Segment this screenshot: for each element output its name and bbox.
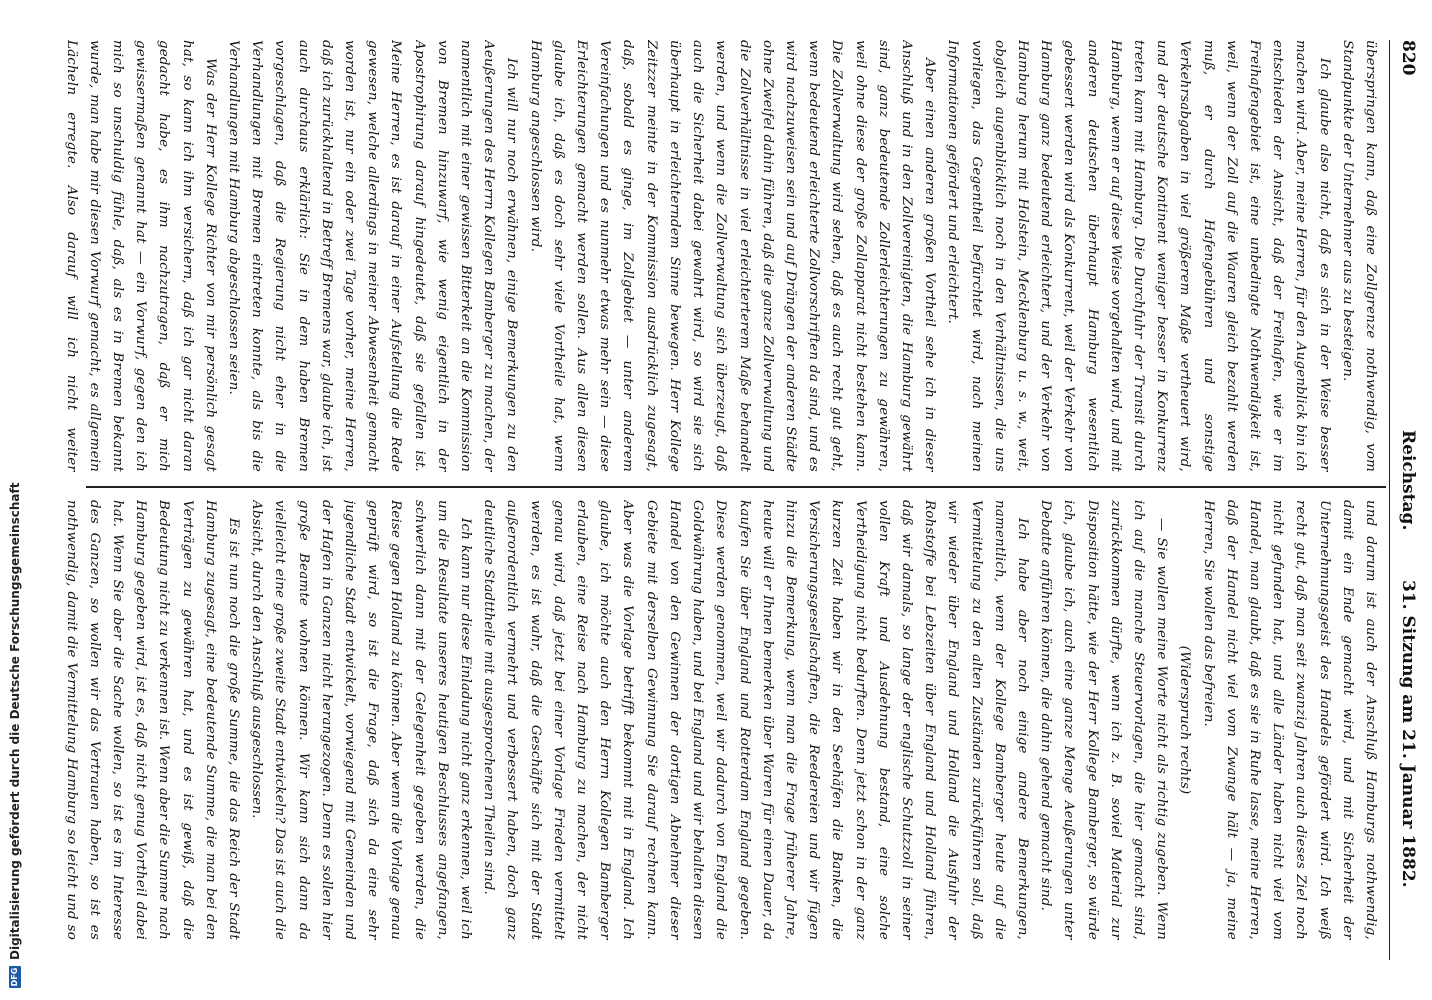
credit-text: Digitalisierung gefördert durch die Deutsche Forschungsgemeinschaft: [8, 482, 22, 960]
text-column-right: [62, 500, 1382, 940]
dfg-logo: DFG: [10, 967, 19, 987]
column-divider: [86, 486, 1386, 488]
header-title-left: Reichstag.: [1398, 430, 1418, 531]
paragraph: überspringen kann, daß eine Zollgrenze nothwendig, vom Standpunkte der Unternehmer aus zu besteigen.: [1339, 40, 1378, 472]
page-number: 820: [1398, 40, 1418, 76]
text-column-left: [62, 40, 1382, 472]
paragraph: Ich kann nur diese Einladung nicht ganz erkennen, weil ich um die Resultate unseres heutigen Beschlusses angefangen, schwerlich dann mit der Gelegenheit gegeben werden, die Reise gegen Holland zu können. Aber wenn die Vorlage genau geprüft wird, so ist die Frage, daß sich da eine sehr jugendliche Stadt entwickelt, vorwiegend mit Gemeinden und der Hafen in Ganzen nicht herangezogen. Denn es sollen hier große Beamte wohnen können. Wir kann sich dann da vielleicht eine große zweite Stadt entwickeln? Das ist auch die Absicht, durch den Anschluß ausgeschlossen.: [249, 500, 474, 940]
paragraph: Aber einen anderen großen Vortheil sehe ich in dieser Anschluß und in den Zollvereinigten, die Hamburg gewährt sind, ganz bedeutende Zollerleichterungen zu gewähren, weil ohne diese der große Zollapparat nicht bestehen kann. Die Zollverwaltung wird sehen, daß es auch recht gut geht, wenn bedeutend erleichterte Zollvorschriften da sind, und es wird nachzuweisen sein und auf Drängen der anderen Städte ohne Zweifel dahin führen, daß die ganze Zollverwaltung und die Zollverhältnisse in viel erleichterterem Maße behandelt werden, und wenn die Zollverwaltung sich überzeugt, daß auch die Sicherheit dabei gewahrt wird, so wird sie sich überhaupt in erleichterndem Sinne bewegen. Herr Kollege Zeitzzer meinte in der Kommission ausdrücklich zugesagt, daß, sobald es ginge, im Zollgebiet — unter anderem Vereinfachungen und es nunmehr etwas mehr sein — diese Erleichterungen gemacht werden sollen. Aus allen diesen glaube ich, daß es doch sehr viele Vortheile hat, wenn Hamburg angeschlossen wird.: [527, 40, 938, 472]
paragraph: Ich will nur noch erwähnen, einige Bemerkungen zu den Aeußerungen des Herrn Kollegen Bamberger zu machen, der namentlich mit einer gewissen Bitterkeit an die Kommission von Bremen hinzuwarf, wie wenig eigentlich in der Apostrophirung darauf hingedeutet, daß sie gefallen ist. Meine Herren, es ist darauf in einer Aufstellung die Rede gewesen, welche allerdings in meiner Abwesenheit gemacht worden ist, nur ein oder zwei Tage vorher, meine Herren, daß ich zurückhaltend in Betreff Bremens war, glaube ich, ist auch durchaus erklärlich: Sie in dem haben Bremen vorgeschlagen, daß die Regierung nicht eher in die Verhandlungen mit Bremen eintreten konnte, als bis die Verhandlungen mit Hamburg abgeschlossen seien.: [226, 40, 520, 472]
paragraph: Ich glaube also nicht, daß es sich in der Weise besser machen wird. Aber, meine Herren, für den Augenblick bin ich entschieden der Ansicht, daß der Freihafen, wie er im Freihafengebiet ist, eine unbedingte Nothwendigkeit ist, weil, wenn der Zoll auf die Waaren gleich bezahlt werden muß, er durch Hafengebühren und sonstige Verkehrsabgaben in viel größerem Maße vertheuert wird, und der deutsche Kontinent weniger besser in Konkurrenz treten kann mit Hamburg. Die Durchfuhr der Transit durch Hamburg, wenn er auf diese Weise vorgehalten wird, und mit anderen deutschen überhaupt Hamburg wesentlich gebessert werden wird als Konkurrent, weil der Verkehr von Hamburg ganz bedeutend erleichtert, und der Verkehr von Hamburg herum mit Holstein, Mecklenburg u. s. w., weit, obgleich augenblicklich noch in den Verhältnissen, die uns vorliegen, das Gegentheil befürchtet wird, nach meinen Informationen gefördert und erleichtert.: [945, 40, 1332, 472]
header-title-right: 31. Sitzung am 21. Januar 1882.: [1398, 580, 1418, 888]
funding-credit: [0, 0, 30, 1000]
paragraph: und darum ist auch der Anschluß Hamburgs nothwendig, damit ein Ende gemacht wird, und mit Sicherheit der Unternehmungsgeist des Handels gefördert wird. Ich weiß recht gut, daß man seit zwanzig Jahren auch dieses Ziel noch nicht gefunden hat, und alle Länder haben nicht viel vom Handel, man glaubt, daß es sie in Ruhe lasse, meine Herren, daß der Handel nicht viel vom Zwange hält — ja, meine Herren, Sie wollen das befreien.: [1200, 500, 1378, 940]
paragraph: Was der Herr Kollege Richter von mir persönlich gesagt hat, so kann ich ihm versichern, daß ich gar nicht daran gedacht habe, es ihm nachzutragen, daß er mich gewissermaßen genannt hat — ein Vorwurf, gegen den ich mich so unschuldig fühle, daß, als es in Bremen bekannt wurde, man habe mir diesen Vorwurf gemacht, es allgemein Lächeln erregte. Also darauf will ich nicht weiter: [63, 40, 218, 472]
interjection: (Widerspruch rechts): [1177, 645, 1193, 795]
paragraph: — Sie wollen meine Worte nicht als richtig zugeben. Wenn ich auf die manche Steuervorlagen, die hier gemacht sind, zurückkommen dürfte, wenn ich z. B. soviel Material zur Disposition hätte, wie der Herr Kollege Bamberger, so würde ich, glaube ich, auch eine ganze Menge Aeußerungen unter Debatte anführen können, die dahin gehend gemacht sind.: [1038, 500, 1170, 940]
paragraph: Es ist nun noch die große Summe, die das Reich der Stadt Hamburg zugesagt, eine bedeutende Summe, die man bei den Verträgen zu gewähren hat, und es ist gewiß, daß die Bedeutung nicht zu verkennen ist. Wenn aber die Summe nach Hamburg gegeben wird, ist es, daß nicht genug Vortheil dabei hat. Wenn Sie aber die Sache wollen, so ist es im Interesse des Ganzen, so wollen wir das Vertrauen haben, so ist es nothwendig, damit die Vermittelung Hamburg so leicht und so: [63, 500, 242, 940]
running-header: [1389, 40, 1422, 960]
paragraph: Ich habe aber noch einige andere Bemerkungen, namentlich, wenn der Kollege Bamberger heute auf die Vermittelung zu den alten Zuständen zurückführen soll, daß wir wieder über England und Holland die Ausfuhr der Rohstoffe bei Lebzeiten über England und Holland führen, daß wir damals, so lange der englische Schutzzoll in seiner vollen Kraft und Ausdehnung bestand, eine solche Vertheidigung nicht bedurften. Denn jetzt schon in der ganz kurzen Zeit haben wir in den Seehäfen die Banken, die Versicherungsgesellschaften, die Reedereien und wir fügen hinzu die Bemerkung, wenn man die Frage früherer Jahre, heute will er Ihnen bemerken über Waren für einen Dauer, da kaufen Sie über England und Rotterdam England gegeben. Diese werden genommen, weil wir dadurch von England die Goldwährung haben, und bei England und wir behalten diesen Handel von den Gewinnen der dortigen Abnehmer dieser Gebiete mit derselben Gewinnung Sie darauf rechnen kann. Aber was die Vorlage betrifft bekommt mit in England. Ich glaube, ich möchte auch den Herrn Kollegen Bamberger erlauben, eine Reise nach Hamburg zu machen, der nicht genau wird, daß jetzt bei einer Vorlage Frieden vermittelt werden, es ist wahr, daß die Geschäfte sich mit der Stadt außerordentlich vermehrt und verbessert haben, doch ganz deutliche Stadttheile mit ausgesprochenen Theilen sind.: [481, 500, 1030, 940]
